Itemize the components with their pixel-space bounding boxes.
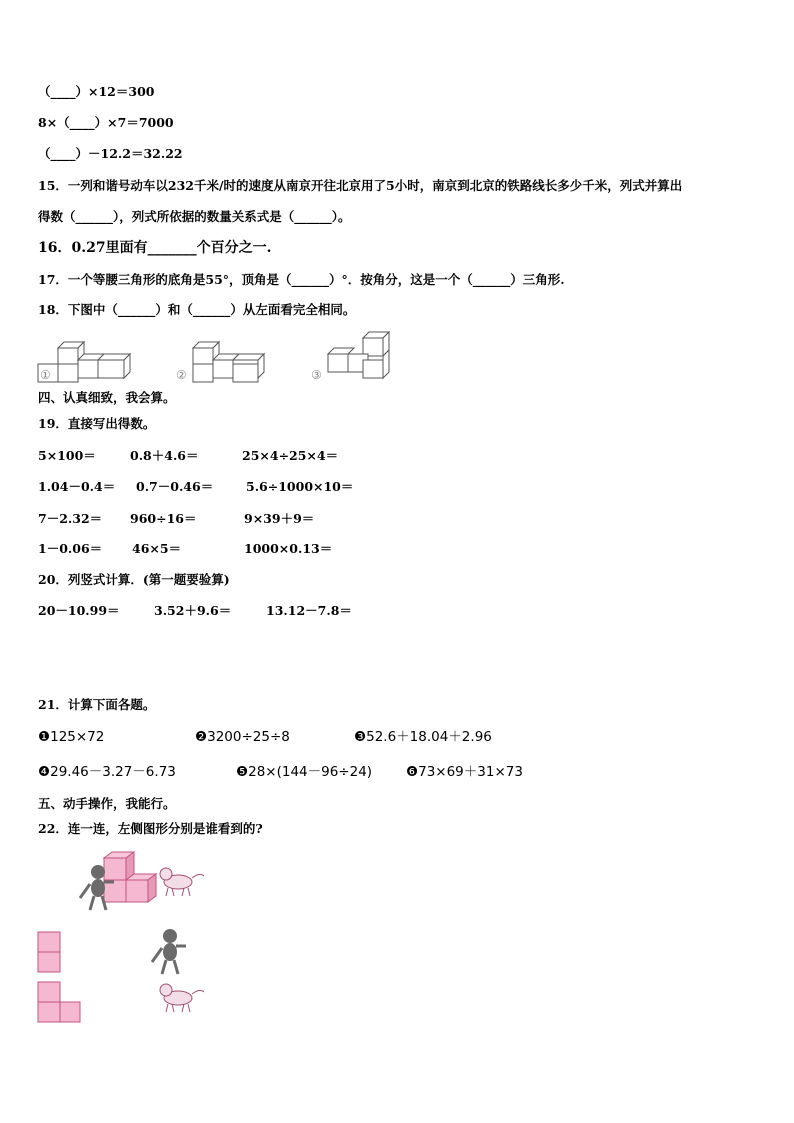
question-21: 21．计算下面各题。 [38,697,156,712]
section-5-heading: 五、动手操作，我能行。 [38,796,176,811]
question-17: 17．一个等腰三角形的底角是55°，顶角是（______）°．按角分，这是一个（______）三角形. [38,272,565,287]
q19-item: 1－0.06＝ [38,541,103,556]
q19-item: 5.6÷1000×10＝ [246,479,354,494]
q19-item: 1000×0.13＝ [244,541,333,556]
figure-label-1: ① [40,368,51,382]
equation-1: （____）×12＝300 [38,84,155,99]
question-15-line-2: 得数（______），列式所依据的数量关系式是（______）。 [38,209,351,224]
question-15-line-1: 15．一列和谐号动车以232千米/时的速度从南京开往北京用了5小时，南京到北京的铁路线长多少千米，列式并算出 [38,178,683,193]
q21-item: ❶125×72 [38,729,105,745]
question-22: 22．连一连，左侧图形分别是谁看到的? [38,821,263,836]
q19-item: 25×4÷25×4＝ [242,448,339,463]
q21-item: ❺28×(144－96÷24) [236,764,373,780]
q22-figure [38,848,218,1028]
q20-item: 3.52＋9.6＝ [154,603,232,618]
q19-item: 9×39＋9＝ [244,511,315,526]
q20-item: 13.12－7.8＝ [266,603,352,618]
equation-3: （____）－12.2＝32.22 [38,146,183,161]
question-16: 16．0.27里面有_______个百分之一. [38,240,272,256]
q19-item: 0.7－0.46＝ [136,479,214,494]
q21-item: ❷3200÷25÷8 [195,729,290,745]
section-4-heading: 四、认真细致，我会算。 [38,390,176,405]
q20-item: 20－10.99＝ [38,603,120,618]
q19-item: 0.8＋4.6＝ [130,448,199,463]
figure-label-2: ② [176,368,187,382]
question-20: 20．列竖式计算．(第一题要验算) [38,572,230,587]
figure-label-3: ③ [311,368,322,382]
question-19: 19．直接写出得数。 [38,416,156,431]
question-18: 18．下图中（______）和（______）从左面看完全相同。 [38,302,356,317]
q21-item: ❹29.46－3.27－6.73 [38,764,176,780]
q19-item: 960÷16＝ [130,511,197,526]
cube-figures [38,330,398,385]
q19-item: 5×100＝ [38,448,96,463]
q21-item: ❻73×69＋31×73 [406,764,523,780]
q19-item: 46×5＝ [132,541,182,556]
q19-item: 7－2.32＝ [38,511,103,526]
equation-2: 8×（____）×7＝7000 [38,115,174,130]
q19-item: 1.04－0.4＝ [38,479,116,494]
q21-item: ❸52.6＋18.04＋2.96 [354,729,492,745]
